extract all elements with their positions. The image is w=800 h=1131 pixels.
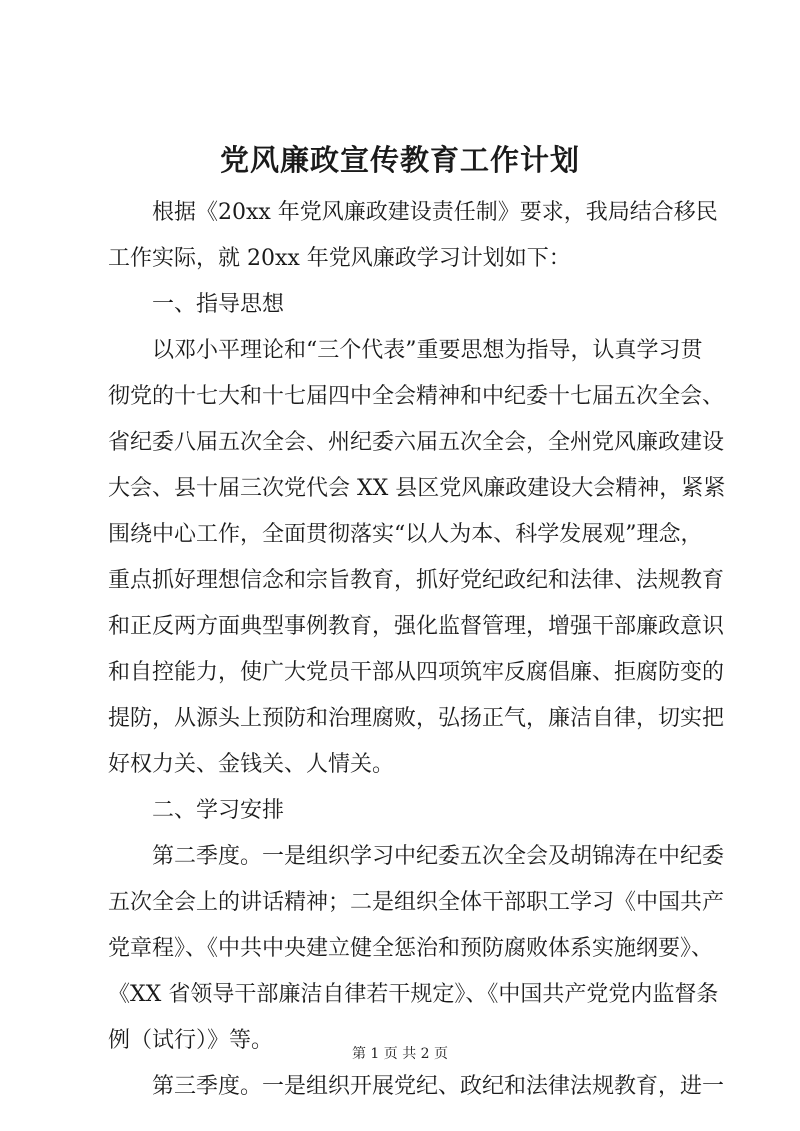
body-line: 彻党的十七大和十七届四中全会精神和中纪委十七届五次全会、: [108, 384, 725, 409]
body-line: 提防，从源头上预防和治理腐败，弘扬正气，廉洁自律，切实把: [108, 706, 725, 731]
body-line: 党章程》、《中共中央建立健全惩治和预防腐败体系实施纲要》、: [108, 936, 714, 961]
document-title: 党风廉政宣传教育工作计划: [219, 143, 580, 177]
body-line: 重点抓好理想信念和宗旨教育，抓好党纪政纪和法律、法规教育: [108, 568, 725, 593]
body-line: 第三季度。一是组织开展党纪、政纪和法律法规教育，进一: [108, 1074, 725, 1099]
body-line: 和正反两方面典型事例教育，强化监督管理，增强干部廉政意识: [108, 614, 725, 639]
body-line: 省纪委八届五次全会、州纪委六届五次全会，全州党风廉政建设: [108, 430, 725, 455]
section-heading: 二、学习安排: [108, 798, 285, 823]
document-body: [108, 190, 726, 1110]
body-line: 工作实际，就 20xx 年党风廉政学习计划如下：: [108, 246, 571, 271]
section-heading: 一、指导思想: [108, 292, 285, 317]
body-line: 五次全会上的讲话精神；二是组织全体干部职工学习《中国共产: [108, 890, 725, 915]
body-line: 以邓小平理论和“三个代表”重要思想为指导，认真学习贯: [108, 338, 703, 363]
body-line: 围绕中心工作，全面贯彻落实“以人为本、科学发展观”理念，: [108, 522, 703, 547]
page-footer: [0, 1044, 800, 1064]
body-line: 根据《20xx 年党风廉政建设责任制》要求，我局结合移民: [108, 200, 718, 225]
body-line: 第二季度。一是组织学习中纪委五次全会及胡锦涛在中纪委: [108, 844, 725, 869]
body-line: 和自控能力，使广大党员干部从四项筑牢反腐倡廉、拒腐防变的: [108, 660, 725, 685]
body-line: 好权力关、金钱关、人情关。: [108, 752, 395, 777]
body-line: 例（试行）》等。: [108, 1028, 274, 1053]
page-indicator: 第 1 页 共 2 页: [351, 1046, 449, 1062]
body-line: 《XX 省领导干部廉洁自律若干规定》、《中国共产党党内监督条: [108, 982, 719, 1007]
body-line: 大会、县十届三次党代会 XX 县区党风廉政建设大会精神，紧紧: [108, 476, 726, 501]
